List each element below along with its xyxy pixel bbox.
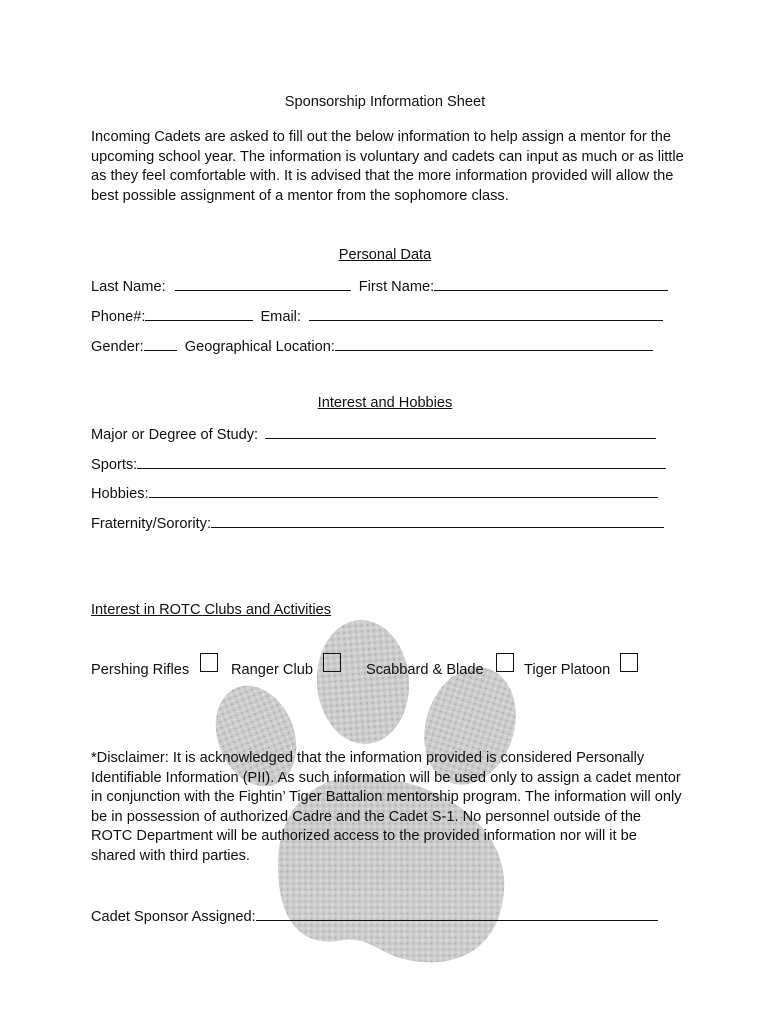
section-heading-personal: Personal Data	[338, 247, 432, 263]
first-name-label: First Name:	[358, 279, 435, 295]
fraternity-label: Fraternity/Sorority:	[91, 516, 212, 532]
club-label-scabbard-blade: Scabbard & Blade	[366, 662, 484, 678]
email-field[interactable]	[309, 306, 663, 321]
fraternity-field[interactable]	[211, 513, 664, 528]
hobbies-row	[91, 483, 658, 503]
sponsor-row	[91, 906, 658, 926]
hobbies-field[interactable]	[149, 483, 658, 498]
contact-row	[91, 306, 663, 326]
section-heading-interests: Interest and Hobbies	[317, 395, 453, 411]
gender-location-row	[91, 336, 653, 356]
page-title: Sponsorship Information Sheet	[284, 94, 486, 110]
phone-field[interactable]	[145, 306, 253, 321]
location-field[interactable]	[335, 336, 653, 351]
phone-label: Phone#:	[91, 309, 146, 325]
checkbox-tiger-platoon[interactable]	[620, 653, 638, 672]
checkbox-pershing-rifles[interactable]	[200, 653, 218, 672]
location-label: Geographical Location:	[184, 339, 335, 355]
club-label-tiger-platoon: Tiger Platoon	[524, 662, 611, 678]
first-name-field[interactable]	[434, 276, 668, 291]
club-label-ranger-club: Ranger Club	[231, 662, 313, 678]
major-label: Major or Degree of Study:	[91, 427, 259, 443]
gender-label: Gender:	[91, 339, 144, 355]
major-row	[91, 424, 656, 444]
sports-row	[91, 454, 666, 474]
checkbox-scabbard-blade[interactable]	[496, 653, 514, 672]
name-row	[91, 276, 668, 296]
section-heading-clubs: Interest in ROTC Clubs and Activities	[91, 602, 332, 618]
intro-paragraph: Incoming Cadets are asked to fill out the below information to help assign a mentor for the upcoming school year. The information is voluntary and cadets can input as much or as little as they feel comfortable with. It is advised that the more information provided will allow the best possible assignment of a mentor from the sophomore class.	[91, 129, 684, 204]
sports-field[interactable]	[137, 454, 666, 469]
club-label-pershing-rifles: Pershing Rifles	[91, 662, 190, 678]
sports-label: Sports:	[91, 457, 138, 473]
fraternity-row	[91, 513, 664, 533]
disclaimer-paragraph: *Disclaimer: It is acknowledged that the information provided is considered Personally Identifiable Information (PII). As such information will be used only to assign a cadet mentor in conjunction with the Fightin’ Tiger Battalion mentorship program. The information will only be in possession of authorized Cadre and the Cadet S-1. No personnel outside of the ROTC Department will be authorized access to the provided information nor will it be shared with third parties.	[91, 750, 682, 864]
sponsor-field[interactable]	[256, 906, 658, 921]
last-name-label: Last Name:	[91, 279, 166, 295]
sponsor-label: Cadet Sponsor Assigned:	[91, 909, 256, 925]
major-field[interactable]	[265, 424, 656, 439]
checkbox-ranger-club[interactable]	[323, 653, 341, 672]
gender-field[interactable]	[144, 336, 177, 351]
hobbies-label: Hobbies:	[91, 486, 149, 502]
email-label: Email:	[260, 309, 301, 325]
last-name-field[interactable]	[175, 276, 351, 291]
